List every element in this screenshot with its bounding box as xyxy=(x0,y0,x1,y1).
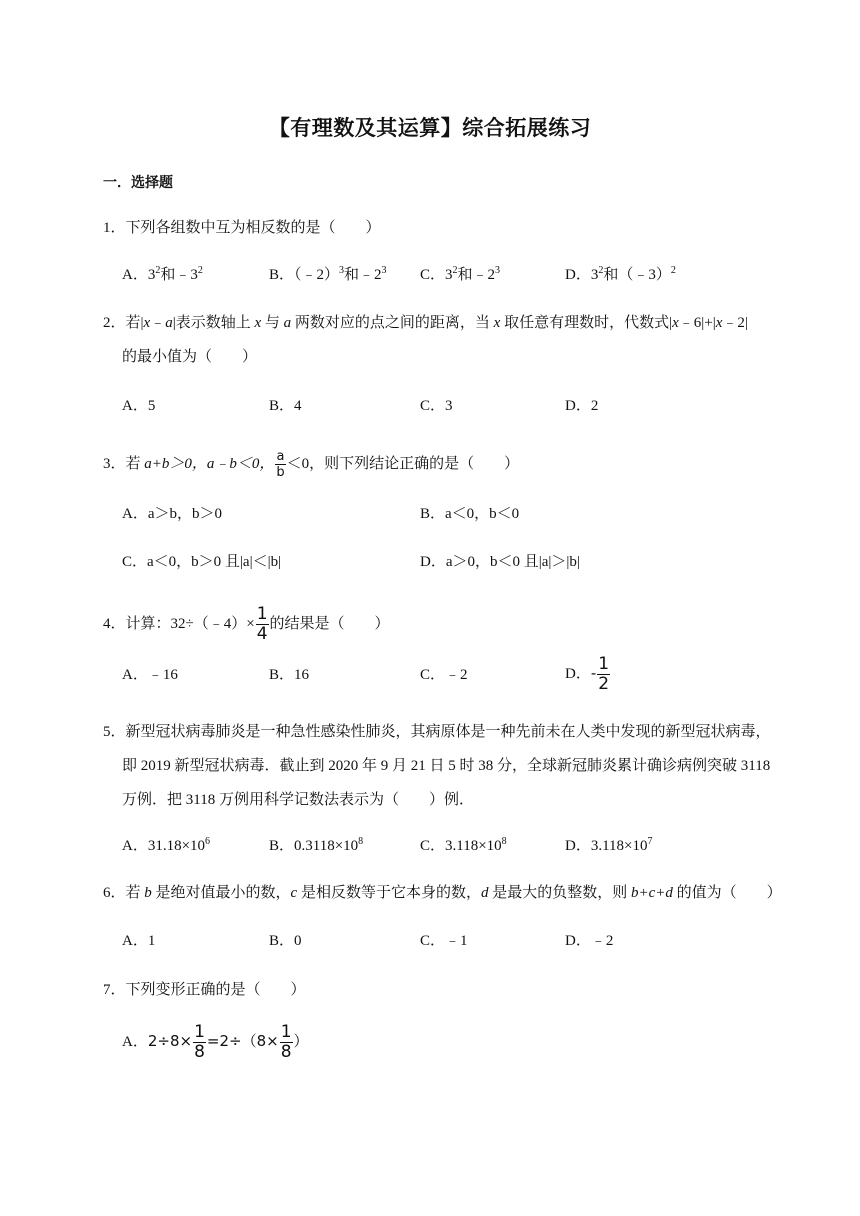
q2-option-d: D．2 xyxy=(565,398,599,414)
q3-option-a: A．a＞b，b＞0 xyxy=(122,506,222,522)
q5-option-b: B．$0.3118\times 10^8$ xyxy=(269,836,364,854)
fraction-one-quarter: $\frac{1}{4}$ xyxy=(256,604,268,644)
fraction-one-eighth: $\frac{1}{8}$ xyxy=(194,1022,205,1062)
q4-option-c: C．﹣2 xyxy=(420,667,468,683)
q2-option-c: C．3 xyxy=(420,398,453,414)
q5-option-d: D．$3.118\times 10^7$ xyxy=(565,836,653,854)
q7-option-a: A．2÷8× $\frac{1}{8}$ =2÷（8× $\frac{1}{8}$ ） xyxy=(122,1022,309,1062)
q6-option-a: A．1 xyxy=(122,933,156,949)
question-5-line-3: 万例．把 3118 万例用科学记数法表示为（ ）例． xyxy=(122,792,474,808)
q1-option-b: B．（﹣2）$^3$和$﹣2^3$ xyxy=(269,265,387,283)
question-1: 1．下列各组数中互为相反数的是（ ） xyxy=(103,220,381,236)
question-3: 3．若 a+b＞0，a﹣b＜0， $\frac{a}{b}$ ＜0，则下列结论正确的是（ ） xyxy=(103,449,520,480)
q1-option-d: D．$3^2$和（﹣3）$^2$ xyxy=(565,265,676,283)
q5-option-a: A．$31.18\times 10^6$ xyxy=(122,836,211,854)
question-5-line-2: 即 2019 新型冠状病毒．截止到 2020 年 9 月 21 日 5 时 38 分，全球新冠肺炎累计确诊病例突破 3118 xyxy=(122,758,771,774)
question-4: 4．计算：32÷（﹣4）× $\frac{1}{4}$ 的结果是（ ） xyxy=(103,604,390,644)
q6-option-c: C．﹣1 xyxy=(420,933,468,949)
q1-option-c: C．$3^2$和$﹣2^3$ xyxy=(420,265,501,283)
q6-option-b: B．0 xyxy=(269,933,302,949)
question-6: 6．若 b 是绝对值最小的数，c 是相反数等于它本身的数，d 是最大的负整数，则 b+c+d 的值为（ ） xyxy=(103,885,782,901)
q4-option-a: A．﹣16 xyxy=(122,667,178,683)
q3-option-c: C．a＜0，b＞0 且|a|＜|b| xyxy=(122,554,282,570)
q5-option-c: C．$3.118\times 10^8$ xyxy=(420,836,507,854)
question-7: 7．下列变形正确的是（ ） xyxy=(103,982,306,998)
q3-option-d: D．a＞0，b＜0 且|a|＞|b| xyxy=(420,554,580,570)
q2-option-b: B．4 xyxy=(269,398,302,414)
question-2: 2．若|x﹣a|表示数轴上 x 与 a 两数对应的点之间的距离，当 x 取任意有理数时，代数式|x﹣6|+|x﹣2| xyxy=(103,315,748,331)
q6-option-d: D．﹣2 xyxy=(565,933,614,949)
q1-option-a: A．$3^2$和$﹣3^2$ xyxy=(122,265,203,283)
q4-option-d: D．- $\frac{1}{2}$ xyxy=(565,654,610,694)
fraction-one-eighth: $\frac{1}{8}$ xyxy=(280,1022,292,1062)
section-heading: 一．选择题 xyxy=(103,176,173,191)
q3-option-b: B．a＜0，b＜0 xyxy=(420,506,520,522)
q2-option-a: A．5 xyxy=(122,398,156,414)
fraction-one-half: $\frac{1}{2}$ xyxy=(598,654,610,694)
question-5-line-1: 5．新型冠状病毒肺炎是一种急性感染性肺炎，其病原体是一种先前未在人类中发现的新型冠状病毒， xyxy=(103,724,771,740)
page-title: 【有理数及其运算】综合拓展练习 xyxy=(268,116,592,140)
fraction-a-over-b: $\frac{a}{b}$ xyxy=(276,449,285,480)
q4-option-b: B．16 xyxy=(269,667,310,683)
question-2-line-2: 的最小值为（ ） xyxy=(122,349,258,365)
